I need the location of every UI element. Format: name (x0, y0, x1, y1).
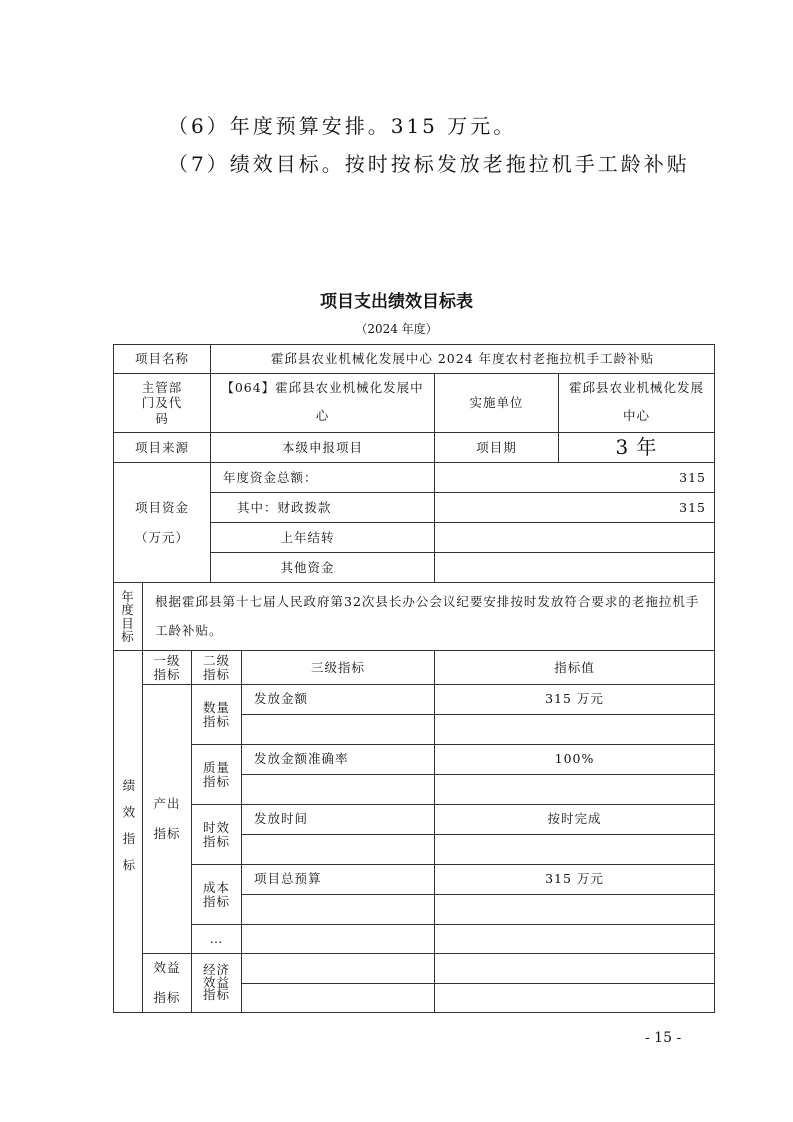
empty-cell (434, 714, 715, 745)
empty-cell (241, 953, 435, 984)
level2-quality: 质量指标 (191, 744, 242, 805)
header-level3: 三级指标 (241, 650, 435, 685)
funds-total-label: 年度资金总额： (210, 462, 435, 493)
dept-value: 【064】霍邱县农业机械化发展中心 (210, 373, 435, 433)
paragraph-budget: （6）年度预算安排。315 万元。 (168, 114, 517, 138)
table-subtitle: （2024 年度） (355, 322, 438, 336)
project-name-label: 项目名称 (113, 344, 211, 374)
impl-value: 霍邱县农业机械化发展中心 (558, 373, 715, 433)
page-number: - 15 - (645, 1030, 682, 1046)
goal-text: 根据霍邱县第十七届人民政府第32次县长办公会议纪要安排按时发放符合要求的老拖拉机手工龄补贴。 (142, 582, 715, 651)
empty-cell (241, 834, 435, 865)
empty-cell (434, 774, 715, 805)
funds-label-cell (113, 462, 211, 583)
funds-fiscal-label: 其中：财政拨款 (210, 492, 435, 523)
level2-cost: 成本指标 (191, 864, 242, 925)
header-level2: 二级指标 (191, 650, 242, 685)
funds-total-value: 315 (434, 462, 715, 493)
level2-quantity: 数量指标 (191, 684, 242, 745)
header-level1: 一级指标 (142, 650, 192, 685)
row-value: 315 万元 (434, 684, 715, 715)
funds-carryover-label: 上年结转 (210, 522, 435, 553)
level1-output: 产出指标 (142, 684, 192, 954)
empty-cell (241, 983, 435, 1013)
funds-other-label: 其他资金 (210, 552, 435, 583)
period-value: 3 年 (558, 432, 715, 463)
empty-cell (241, 924, 435, 954)
row-value: 按时完成 (434, 804, 715, 835)
empty-cell (434, 924, 715, 954)
row-name: 发放金额准确率 (241, 744, 435, 775)
funds-fiscal-value: 315 (434, 492, 715, 523)
source-value: 本级申报项目 (210, 432, 435, 463)
impl-label: 实施单位 (434, 373, 559, 433)
dept-label: 主管部门及代码 (113, 373, 211, 433)
table-title: 项目支出绩效目标表 (320, 292, 473, 312)
perf-label: 绩效指标 (113, 650, 143, 1013)
row-value: 315 万元 (434, 864, 715, 895)
level2-timeliness: 时效指标 (191, 804, 242, 865)
row-value: 100% (434, 744, 715, 775)
row-name: 项目总预算 (241, 864, 435, 895)
funds-unit: （万元） (134, 529, 189, 545)
header-value: 指标值 (434, 650, 715, 685)
empty-cell (241, 774, 435, 805)
row-name: 发放时间 (241, 804, 435, 835)
empty-cell (241, 714, 435, 745)
goal-label: 年度目标 (113, 582, 143, 651)
level2-economic: 经济效益指标 (191, 953, 242, 1013)
empty-cell (241, 894, 435, 925)
level2-ellipsis: … (191, 924, 242, 954)
paragraph-goal: （7）绩效目标。按时按标发放老拖拉机手工龄补贴 (168, 152, 690, 176)
level1-benefit: 效益指标 (142, 953, 192, 1013)
empty-cell (434, 953, 715, 984)
source-label: 项目来源 (113, 432, 211, 463)
empty-cell (434, 983, 715, 1013)
project-name: 霍邱县农业机械化发展中心 2024 年度农村老拖拉机手工龄补贴 (210, 344, 715, 374)
funds-carryover-value (434, 522, 715, 553)
funds-other-value (434, 552, 715, 583)
row-name: 发放金额 (241, 684, 435, 715)
empty-cell (434, 834, 715, 865)
period-label: 项目期 (434, 432, 559, 463)
funds-label: 项目资金 (134, 499, 189, 515)
empty-cell (434, 894, 715, 925)
